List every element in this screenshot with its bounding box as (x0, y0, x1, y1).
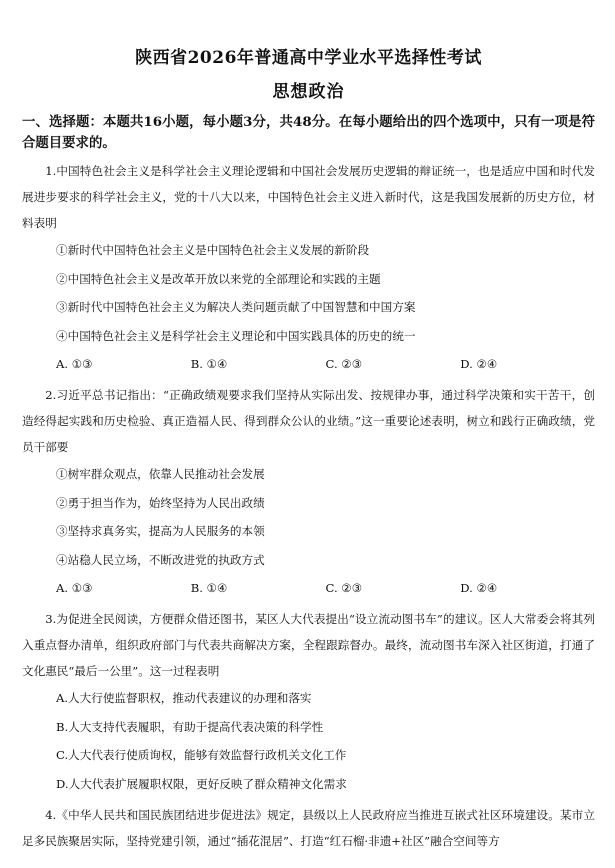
question-1 (22, 158, 595, 378)
statement-4: ④站稳人民立场，不断改进党的执政方式 (56, 552, 265, 567)
statement-2: ②勇于担当作为，始终坚持为人民出政绩 (56, 495, 265, 510)
option-a[interactable]: A.人大行使监督职权，推动代表建议的办理和落实 (56, 691, 312, 705)
exam-subject: 思想政治 (272, 82, 345, 102)
question-stem: 2.习近平总书记指出：“正确政绩观要求我们坚持从实际出发、按规律办事，通过科学决策和实干苦干，创造经得起实践和历史检验、真正造福人民、得到群众公认的业绩。”这一重要论述表明，树立和践行正确政绩，党员干部要 (22, 388, 595, 454)
statement-2: ②中国特色社会主义是改革开放以来党的全部理论和实践的主题 (56, 271, 381, 286)
option-c[interactable]: C.人大代表行使质询权，能够有效监督行政机关文化工作 (56, 748, 347, 762)
question-stem: 1.中国特色社会主义是科学社会主义理论逻辑和中国社会发展历史逻辑的辩证统一，也是适应中国和时代发展进步要求的科学社会主义，党的十八大以来，中国特色社会主义进入新时代，这是我国发展新的历史方位，材料表明 (22, 164, 595, 230)
answer-options (22, 350, 595, 378)
option-a[interactable]: A. ①③ (56, 581, 93, 595)
option-d[interactable]: D. ②④ (460, 581, 498, 595)
question-2 (22, 382, 595, 602)
option-d[interactable]: D.人大代表扩展履职权限，更好反映了群众精神文化需求 (56, 776, 347, 791)
statement-1: ①树牢群众观点，依靠人民推动社会发展 (56, 467, 265, 481)
option-a[interactable]: A. ①③ (56, 357, 93, 371)
option-b[interactable]: B. ①④ (190, 357, 228, 371)
question-3 (22, 606, 595, 798)
answer-options (22, 574, 595, 602)
option-b[interactable]: B. ①④ (190, 581, 228, 595)
option-b[interactable]: B.人大支持代表履职，有助于提高代表决策的科学性 (56, 719, 324, 734)
question-stem: 4.《中华人民共和国民族团结进步促进法》规定，县级以上人民政府应当推进互嵌式社区环境建设。某市立足多民族聚居实际，坚持党建引领，通过“插花混居”、打造“红石榴·非遗+社区”融合空间等方 (22, 808, 595, 848)
option-c[interactable]: C. ②③ (325, 357, 363, 371)
statement-3: ③坚持求真务实，提高为人民服务的本领 (56, 524, 265, 538)
statement-1: ①新时代中国特色社会主义是中国特色社会主义发展的新阶段 (56, 243, 370, 257)
section-heading: 一、选择题：本题共16小题，每小题3分，共48分。在每小题给出的四个选项中，只有一项是符合题目要求的。 (22, 114, 595, 151)
question-stem: 3.为促进全民阅读，方便群众借还图书，某区人大代表提出“设立流动图书车”的建议。区人大常委会将其列入重点督办清单，组织政府部门与代表共商解决方案，全程跟踪督办。最终，流动图书车深入社区街道，打通了文化惠民“最后一公里”。这一过程表明 (22, 612, 595, 678)
exam-title: 陕西省2026年普通高中学业水平选择性考试 (135, 48, 482, 68)
option-c[interactable]: C. ②③ (325, 581, 363, 595)
statement-4: ④中国特色社会主义是科学社会主义理论和中国实践具体的历史的统一 (56, 328, 416, 343)
option-d[interactable]: D. ②④ (460, 357, 498, 371)
question-4 (22, 802, 595, 854)
statement-3: ③新时代中国特色社会主义为解决人类问题贡献了中国智慧和中国方案 (56, 300, 416, 314)
